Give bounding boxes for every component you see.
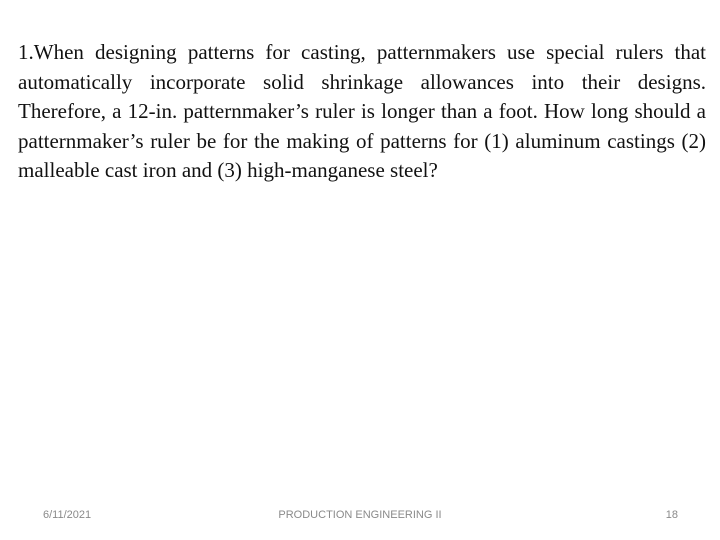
footer-title: PRODUCTION ENGINEERING II [278,509,442,521]
slide-number: 18 [665,509,678,521]
footer-date: 6/11/2021 [43,509,92,521]
question-text: 1.When designing patterns for casting, patternmakers use special rulers that automatically incorporate solid shrinkage allowances into their designs. Therefore, a 12-in. patternmaker’s ruler is longer than a foot. How long should a patternmaker’s ruler be for the making of patterns for (1) aluminum castings (2) malleable cast iron and (3) high-manganese steel? [18,40,706,182]
